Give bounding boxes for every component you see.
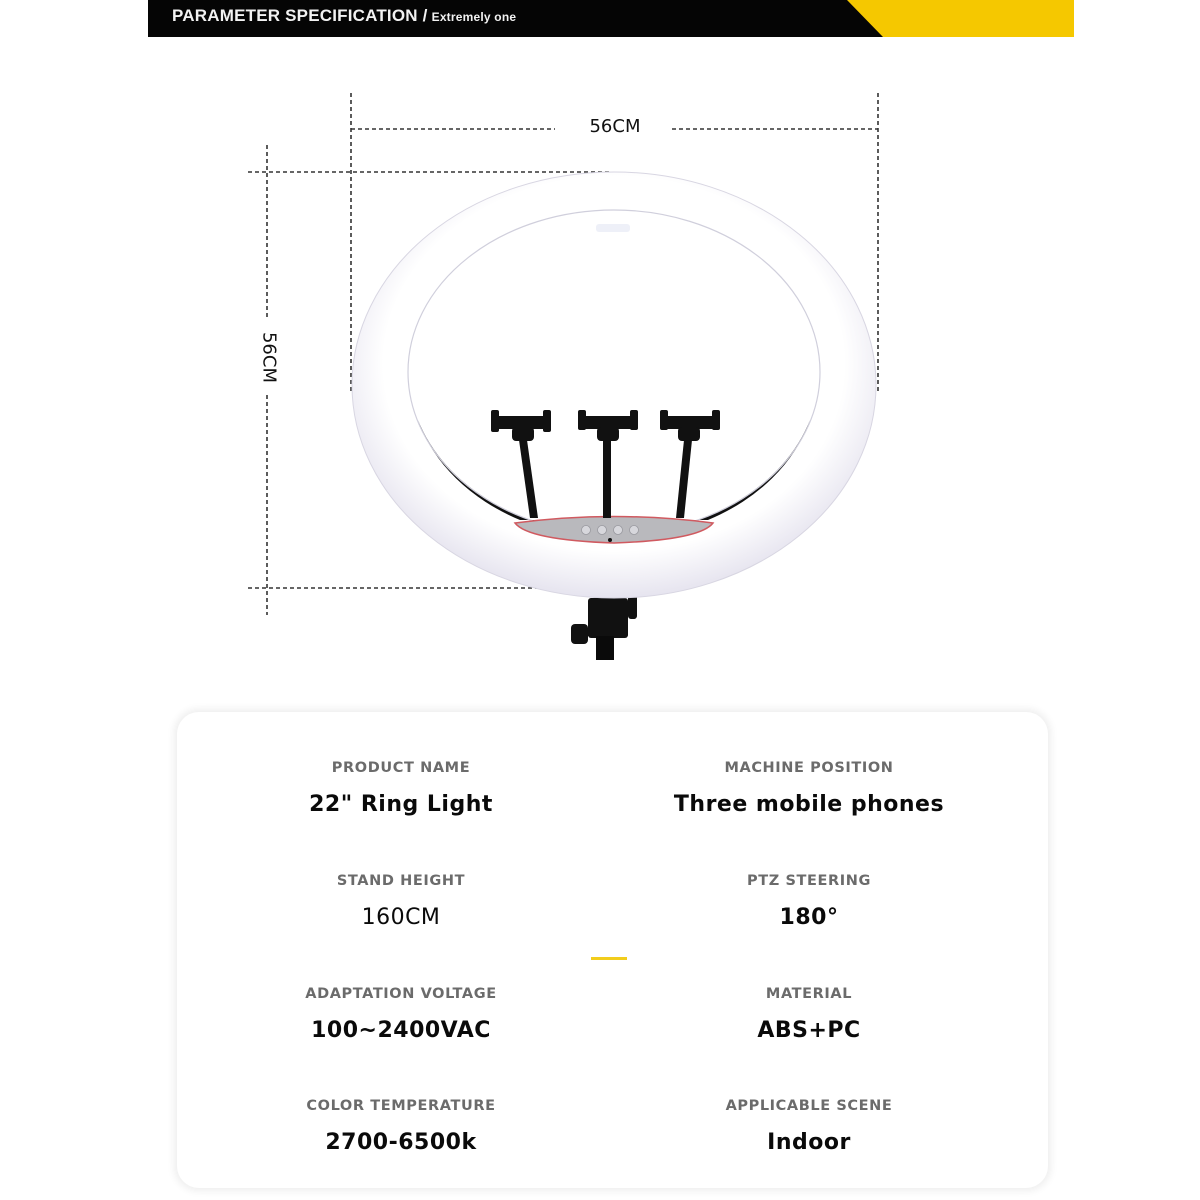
spec-label: MACHINE POSITION (724, 760, 894, 776)
spec-value: Three mobile phones (673, 792, 945, 817)
spec-value: ABS+PC (757, 1018, 861, 1043)
spec-value: 160CM (361, 905, 441, 930)
spec-material (609, 986, 1009, 1043)
spec-value: 180° (779, 905, 839, 930)
spec-label: PRODUCT NAME (331, 760, 471, 776)
spec-label: APPLICABLE SCENE (725, 1098, 893, 1114)
spec-label: MATERIAL (765, 986, 853, 1002)
spec-ptz-steering (609, 873, 1009, 930)
spec-value: 100~2400VAC (311, 1018, 491, 1043)
spec-label: PTZ STEERING (746, 873, 872, 889)
spec-adaptation-voltage (201, 986, 601, 1043)
header-subtitle: Extremely one (431, 10, 517, 24)
spec-value: Indoor (767, 1130, 851, 1155)
spec-applicable-scene (609, 1098, 1009, 1155)
spec-product-name (201, 760, 601, 817)
spec-value: 2700-6500k (325, 1130, 477, 1155)
height-dimension-label: 56CM (259, 323, 280, 393)
spec-color-temperature (201, 1098, 601, 1155)
width-dimension-label: 56CM (560, 116, 670, 137)
header-title-text: PARAMETER SPECIFICATION / (172, 6, 428, 25)
spec-label: ADAPTATION VOLTAGE (305, 986, 497, 1002)
spec-machine-position (609, 760, 1009, 817)
spec-card (177, 712, 1048, 1188)
spec-value: 22" Ring Light (309, 792, 493, 817)
yellow-divider (591, 957, 627, 960)
spec-label: COLOR TEMPERATURE (306, 1098, 496, 1114)
spec-stand-height (201, 873, 601, 930)
spec-label: STAND HEIGHT (336, 873, 466, 889)
